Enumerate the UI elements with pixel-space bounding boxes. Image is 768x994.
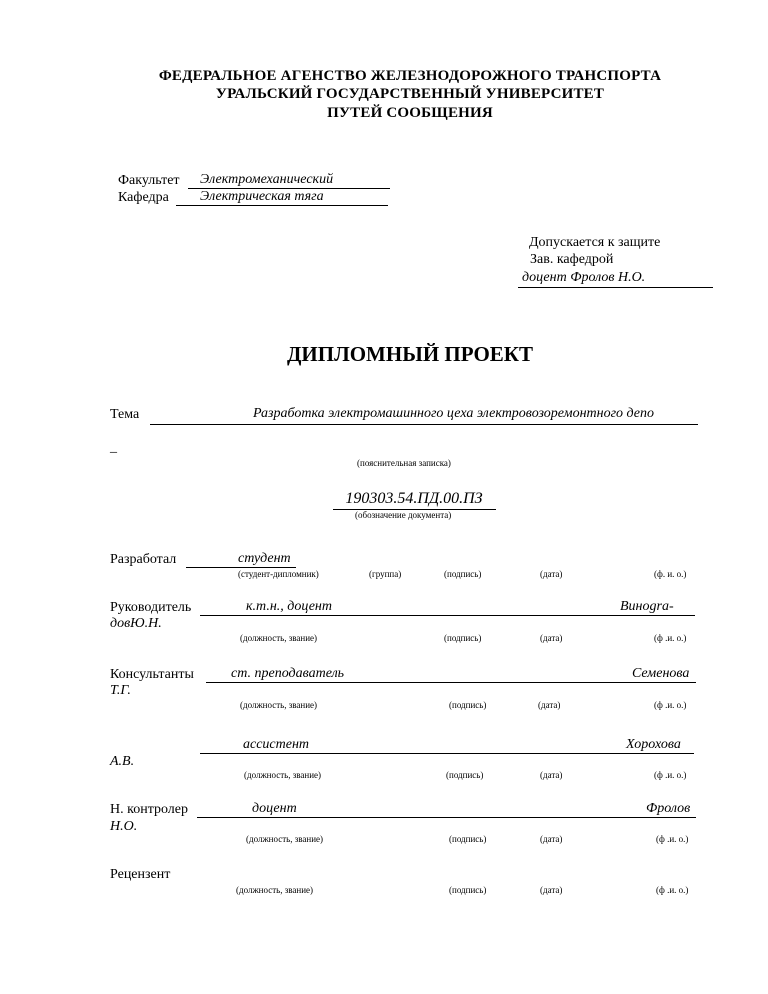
topic-label: Тема xyxy=(110,407,140,422)
department-underline xyxy=(176,205,388,206)
normcontrol-label: Н. контролер xyxy=(110,802,188,817)
approval-signatory: доцент Фролов Н.О. xyxy=(522,270,646,285)
consultant2-caption-signature: (подпись) xyxy=(446,770,484,780)
supervisor-caption-date: (дата) xyxy=(540,633,563,643)
approval-line-2: Зав. кафедрой xyxy=(530,252,614,267)
topic-caption: (пояснительная записка) xyxy=(357,458,451,468)
developer-value: студент xyxy=(238,551,291,566)
topic-value: Разработка электромашинного цеха электровозоремонтного депо xyxy=(253,406,655,421)
consultant1-name-part-1: Семенова xyxy=(632,666,690,681)
developer-underline xyxy=(186,567,296,568)
consultant2-underline xyxy=(200,753,694,754)
developer-caption-name: (ф. и. о.) xyxy=(654,569,687,579)
reviewer-caption-date: (дата) xyxy=(540,885,563,895)
consultant2-name-part-1: Хорохова xyxy=(626,737,681,752)
normcontrol-name-part-1: Фролов xyxy=(646,801,691,816)
topic-dash: _ xyxy=(110,440,117,455)
supervisor-label: Руководитель xyxy=(110,600,192,615)
consultant2-value: ассистент xyxy=(243,737,310,752)
consultant1-caption-date: (дата) xyxy=(538,700,561,710)
supervisor-name-part-1: Винogra- xyxy=(620,599,674,614)
header-line-2: УРАЛЬСКИЙ ГОСУДАРСТВЕННЫЙ УНИВЕРСИТЕТ xyxy=(215,86,605,102)
normcontrol-caption-position: (должность, звание) xyxy=(246,834,324,844)
supervisor-caption-signature: (подпись) xyxy=(444,633,482,643)
supervisor-value: к.т.н., доцент xyxy=(246,599,332,614)
consultant1-caption-name: (ф .и. о.) xyxy=(654,700,687,710)
header-line-3: ПУТЕЙ СООБЩЕНИЯ xyxy=(327,105,493,121)
consultant1-caption-signature: (подпись) xyxy=(449,700,487,710)
supervisor-name-part-2: довЮ.Н. xyxy=(110,616,162,631)
page-title: ДИПЛОМНЫЙ ПРОЕКТ xyxy=(286,342,534,366)
consultant1-underline xyxy=(206,682,696,683)
consultant2-caption-name: (ф .и. о.) xyxy=(654,770,687,780)
normcontrol-caption-date: (дата) xyxy=(540,834,563,844)
department-label: Кафедра xyxy=(118,190,169,205)
reviewer-caption-name: (ф .и. о.) xyxy=(656,885,689,895)
developer-caption-signature: (подпись) xyxy=(444,569,482,579)
consultant1-name-part-2: Т.Г. xyxy=(110,683,131,698)
reviewer-caption-position: (должность, звание) xyxy=(236,885,314,895)
consultant2-caption-date: (дата) xyxy=(540,770,563,780)
department-value: Электрическая тяга xyxy=(200,189,324,204)
normcontrol-underline xyxy=(197,817,696,818)
normcontrol-name-part-2: Н.О. xyxy=(110,819,138,834)
developer-label: Разработал xyxy=(110,552,177,567)
supervisor-underline xyxy=(200,615,695,616)
approval-underline xyxy=(518,287,713,288)
faculty-value: Электромеханический xyxy=(200,172,334,187)
normcontrol-caption-signature: (подпись) xyxy=(449,834,487,844)
faculty-label: Факультет xyxy=(118,173,180,188)
normcontrol-caption-name: (ф .и. о.) xyxy=(656,834,689,844)
consultant-label: Консультанты xyxy=(110,667,194,682)
consultant1-caption-position: (должность, звание) xyxy=(240,700,318,710)
designation-caption: (обозначение документа) xyxy=(355,510,452,520)
header-line-1: ФЕДЕРАЛЬНОЕ АГЕНСТВО ЖЕЛЕЗНОДОРОЖНОГО ТРАНСПОРТА xyxy=(158,68,662,84)
consultant2-caption-position: (должность, звание) xyxy=(244,770,322,780)
topic-underline xyxy=(150,424,698,425)
reviewer-label: Рецензент xyxy=(110,867,171,882)
designation-value: 190303.54.ПД.00.ПЗ xyxy=(345,490,483,507)
approval-line-1: Допускается к защите xyxy=(529,235,661,250)
developer-caption-role: (студент-дипломник) xyxy=(238,569,319,579)
developer-caption-group: (группа) xyxy=(369,569,402,579)
developer-caption-date: (дата) xyxy=(540,569,563,579)
consultant2-name-part-2: А.В. xyxy=(110,754,135,769)
consultant1-value: ст. преподаватель xyxy=(231,666,345,681)
normcontrol-value: доцент xyxy=(252,801,297,816)
supervisor-caption-name: (ф .и. о.) xyxy=(654,633,687,643)
reviewer-caption-signature: (подпись) xyxy=(449,885,487,895)
supervisor-caption-position: (должность, звание) xyxy=(240,633,318,643)
